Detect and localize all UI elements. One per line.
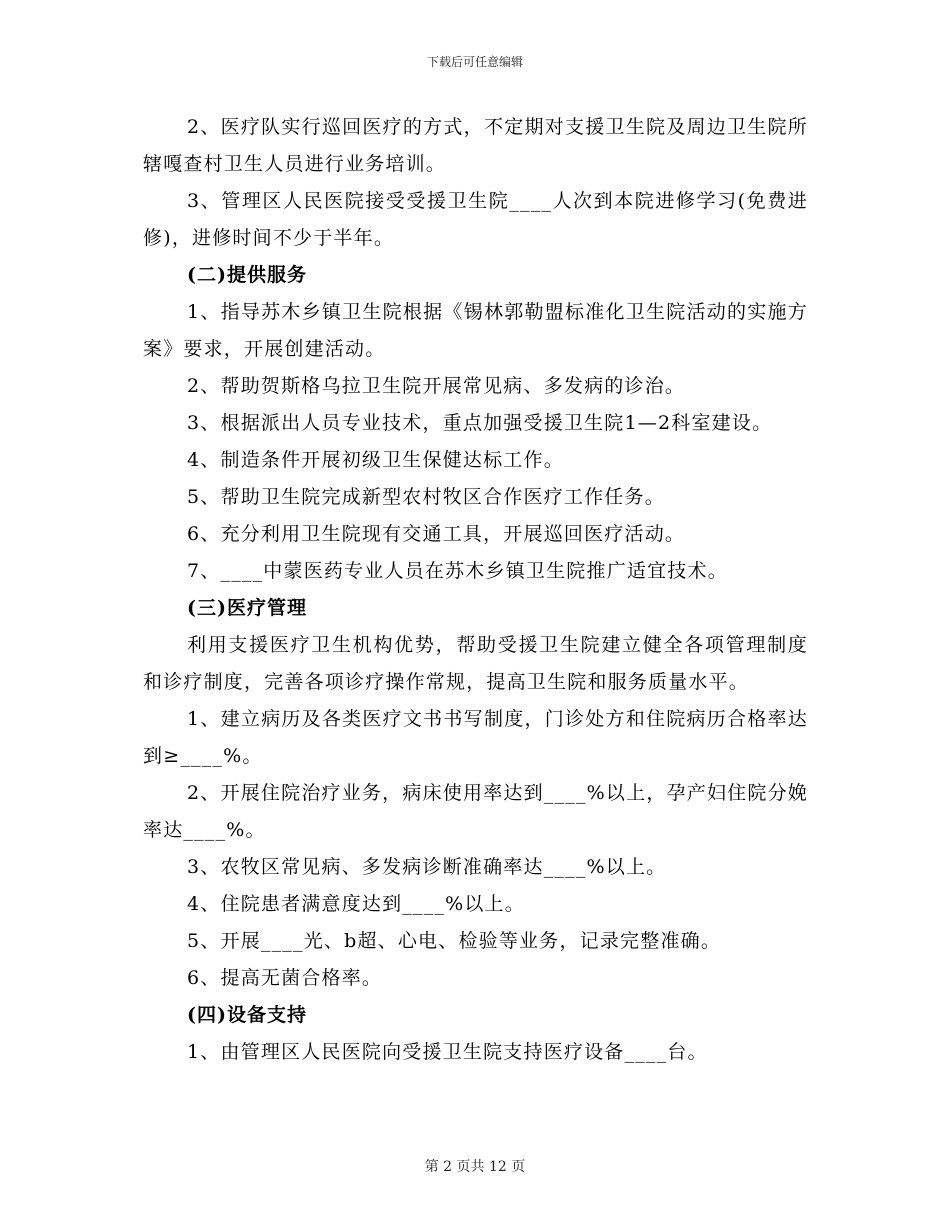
paragraph: 7、____中蒙医药专业人员在苏木乡镇卫生院推广适宜技术。 (187, 560, 728, 582)
paragraph: 4、制造条件开展初级卫生保健达标工作。 (187, 449, 564, 471)
paragraph: 6、充分利用卫生院现有交通工具，开展巡回医疗活动。 (187, 523, 686, 545)
paragraph: 6、提高无菌合格率。 (187, 967, 383, 989)
paragraph: 1、指导苏木乡镇卫生院根据《锡林郭勒盟标准化卫生院活动的实施方案》要求，开展创建活动。 (143, 301, 808, 360)
paragraph: 3、管理区人民医院接受受援卫生院____人次到本院进修学习(免费进修)，进修时间不少于半年。 (143, 190, 808, 249)
page-footer: 第 2 页共 12 页 (424, 1159, 526, 1175)
paragraph: 5、帮助卫生院完成新型农村牧区合作医疗工作任务。 (187, 486, 665, 508)
paragraph: 5、开展____光、b超、心电、检验等业务，记录完整准确。 (187, 930, 722, 952)
section-heading: (二)提供服务 (187, 264, 307, 286)
paragraph: 2、医疗队实行巡回医疗的方式，不定期对支援卫生院及周边卫生院所辖嘎查村卫生人员进行业务培训。 (143, 116, 808, 175)
paragraph: 4、住院患者满意度达到____%以上。 (187, 893, 525, 915)
page-header: 下载后可任意编辑 (426, 55, 523, 69)
section-heading: (三)医疗管理 (187, 597, 307, 619)
document-body (143, 109, 808, 1071)
paragraph: 1、由管理区人民医院向受援卫生院支持医疗设备____台。 (187, 1041, 708, 1063)
paragraph: 3、根据派出人员专业技术，重点加强受援卫生院1—2科室建设。 (187, 412, 773, 434)
paragraph: 利用支援医疗卫生机构优势，帮助受援卫生院建立健全各项管理制度和诊疗制度，完善各项诊疗操作常规，提高卫生院和服务质量水平。 (143, 634, 808, 693)
paragraph: 3、农牧区常见病、多发病诊断准确率达____%以上。 (187, 856, 667, 878)
section-heading: (四)设备支持 (187, 1004, 307, 1026)
paragraph: 1、建立病历及各类医疗文书书写制度，门诊处方和住院病历合格率达到≥____%。 (143, 708, 808, 767)
paragraph: 2、帮助贺斯格乌拉卫生院开展常见病、多发病的诊治。 (187, 375, 686, 397)
paragraph: 2、开展住院治疗业务，病床使用率达到____%以上，孕产妇住院分娩率达____%。 (143, 782, 808, 841)
